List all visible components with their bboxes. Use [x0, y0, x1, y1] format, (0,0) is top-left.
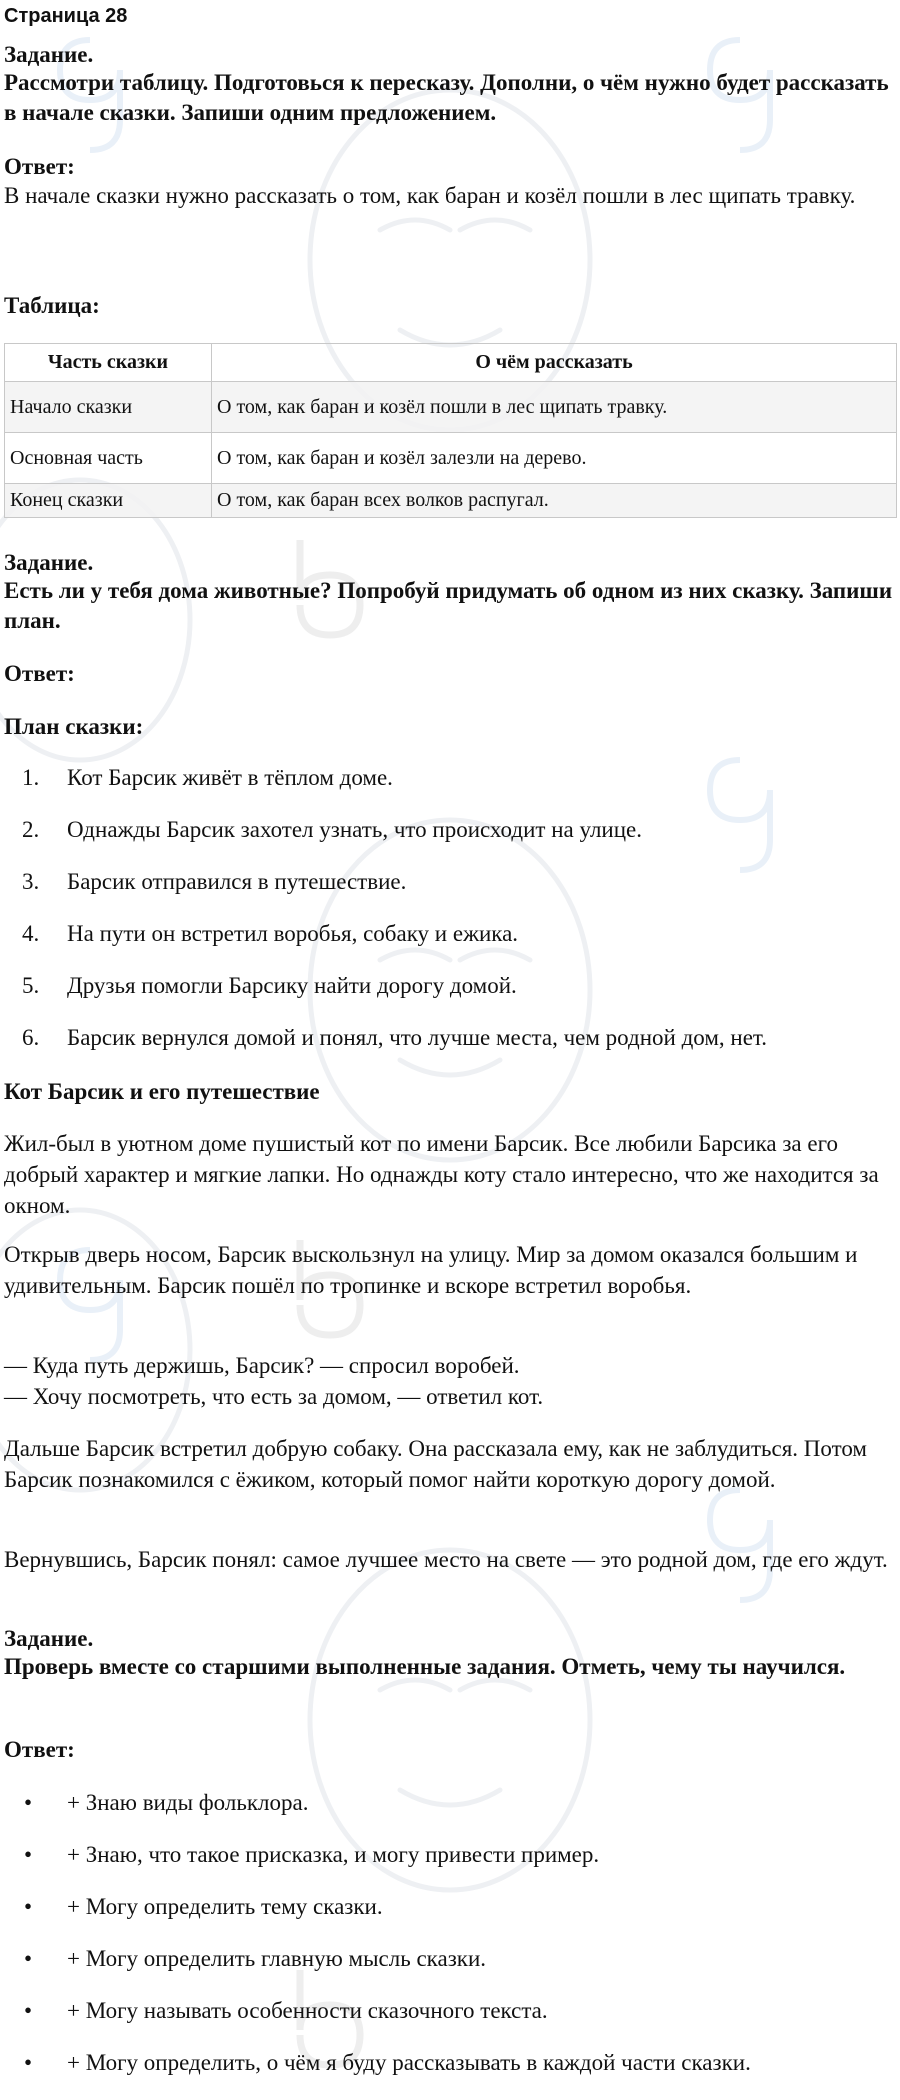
list-item	[4, 1023, 896, 1075]
table-cell: Конец сказки	[5, 484, 212, 518]
task3-text: Проверь вместе со старшими выполненные задания. Отметь, чему ты научился.	[4, 1654, 846, 1679]
list-item-text: Барсик вернулся домой и понял, что лучше места, чем родной дом, нет.	[67, 1025, 767, 1050]
list-item-text: + Могу называть особенности сказочного текста.	[67, 1998, 548, 2023]
story-dialogue-line: — Хочу посмотреть, что есть за домом, — ответил кот.	[4, 1384, 544, 1409]
list-item-number: 3.	[22, 869, 40, 894]
bullet-icon: •	[24, 1842, 33, 1867]
list-item	[4, 867, 896, 919]
story-title: Кот Барсик и его путешествие	[4, 1079, 320, 1104]
task2-answer-label: Ответ:	[4, 661, 75, 686]
table-cell: О том, как баран и козёл пошли в лес щипать травку.	[212, 382, 897, 433]
table-row	[5, 382, 897, 433]
list-item	[4, 2048, 896, 2100]
task1-text: Рассмотри таблицу. Подготовься к пересказу. Дополни, о чём нужно будет рассказать в начале сказки. Запиши одним предложением.	[4, 70, 889, 125]
story-paragraph: Открыв дверь носом, Барсик выскользнул на улицу. Мир за домом оказался большим и удивительным. Барсик пошёл по тропинке и вскоре встретил воробья.	[4, 1242, 858, 1298]
story-dialogue-line: — Куда путь держишь, Барсик? — спросил воробей.	[4, 1353, 520, 1378]
list-item-number: 1.	[22, 765, 40, 790]
bullet-icon: •	[24, 2050, 33, 2075]
list-item-text: + Могу определить, о чём я буду рассказывать в каждой части сказки.	[67, 2050, 751, 2075]
plan-list	[4, 763, 896, 1075]
list-item	[4, 1944, 896, 1996]
list-item	[4, 919, 896, 971]
list-item	[4, 1892, 896, 1944]
task2-text: Есть ли у тебя дома животные? Попробуй придумать об одном из них сказку. Запиши план.	[4, 578, 893, 633]
task1-label: Задание.	[4, 42, 94, 67]
table-header-cell: Часть сказки	[5, 344, 212, 382]
table-label: Таблица:	[4, 293, 100, 318]
story-paragraph: Жил-был в уютном доме пушистый кот по имени Барсик. Все любили Барсика за его добрый характер и мягкие лапки. Но однажды коту стало интересно, что же находится за окном.	[4, 1131, 879, 1218]
list-item-number: 5.	[22, 973, 40, 998]
list-item-number: 4.	[22, 921, 40, 946]
task1-answer-text: В начале сказки нужно рассказать о том, как баран и козёл пошли в лес щипать травку.	[4, 183, 856, 208]
bullet-icon: •	[24, 1998, 33, 2023]
list-item-text: Друзья помогли Барсику найти дорогу домой.	[67, 973, 517, 998]
list-item	[4, 815, 896, 867]
list-item-text: + Могу определить главную мысль сказки.	[67, 1946, 487, 1971]
bullet-icon: •	[24, 1894, 33, 1919]
task3-answer-label: Ответ:	[4, 1737, 75, 1762]
task1-answer-label: Ответ:	[4, 154, 75, 179]
table-row	[5, 484, 897, 518]
list-item	[4, 971, 896, 1023]
skills-list	[4, 1788, 896, 2100]
story-parts-table	[4, 343, 897, 518]
list-item	[4, 1840, 896, 1892]
list-item-number: 6.	[22, 1025, 40, 1050]
list-item-text: + Могу определить тему сказки.	[67, 1894, 383, 1919]
list-item-text: На пути он встретил воробья, собаку и ежика.	[67, 921, 519, 946]
table-cell: О том, как баран и козёл залезли на дерево.	[212, 433, 897, 484]
table-cell: Основная часть	[5, 433, 212, 484]
list-item	[4, 763, 896, 815]
table-row	[5, 433, 897, 484]
list-item-text: + Знаю, что такое присказка, и могу привести пример.	[67, 1842, 600, 1867]
list-item-number: 2.	[22, 817, 40, 842]
list-item-text: Барсик отправился в путешествие.	[67, 869, 407, 894]
list-item	[4, 1788, 896, 1840]
bullet-icon: •	[24, 1790, 33, 1815]
list-item-text: + Знаю виды фольклора.	[67, 1790, 309, 1815]
task3-label: Задание.	[4, 1626, 94, 1651]
list-item	[4, 1996, 896, 2048]
table-cell: Начало сказки	[5, 382, 212, 433]
task2-label: Задание.	[4, 550, 94, 575]
page-title: Страница 28	[4, 5, 128, 27]
table-header-row	[5, 344, 897, 382]
story-paragraph: Дальше Барсик встретил добрую собаку. Она рассказала ему, как не заблудиться. Потом Барсик познакомился с ёжиком, который помог найти короткую дорогу домой.	[4, 1436, 867, 1492]
list-item-text: Кот Барсик живёт в тёплом доме.	[67, 765, 393, 790]
plan-title: План сказки:	[4, 714, 144, 739]
list-item-text: Однажды Барсик захотел узнать, что происходит на улице.	[67, 817, 642, 842]
bullet-icon: •	[24, 1946, 33, 1971]
table-cell: О том, как баран всех волков распугал.	[212, 484, 897, 518]
story-paragraph: Вернувшись, Барсик понял: самое лучшее место на свете — это родной дом, где его ждут.	[4, 1547, 888, 1572]
table-header-cell: О чём рассказать	[212, 344, 897, 382]
